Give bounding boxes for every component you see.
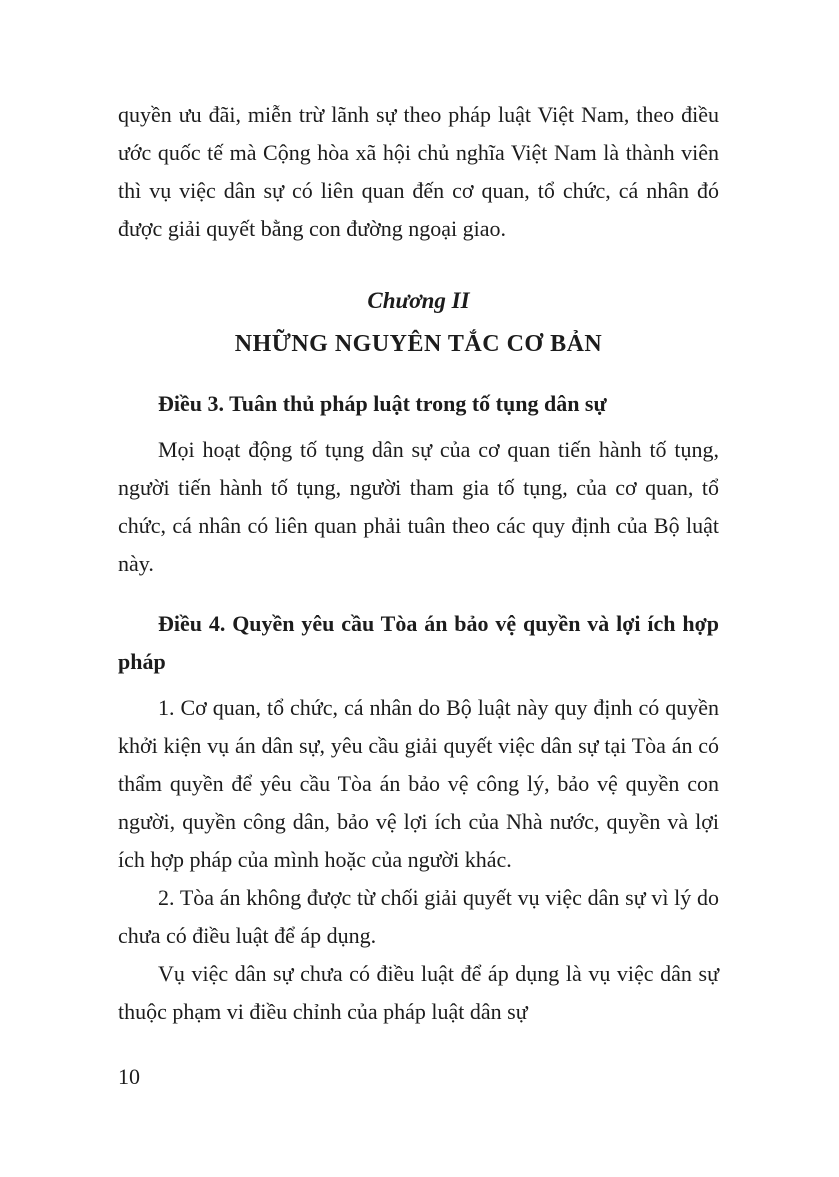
article-3-heading: Điều 3. Tuân thủ pháp luật trong tố tụng dân sự (158, 391, 607, 416)
chapter-label: Chương II (367, 288, 470, 313)
article-3-body: Mọi hoạt động tố tụng dân sự của cơ quan tiến hành tố tụng, người tiến hành tố tụng, người tham gia tố tụng, của cơ quan, tổ chức, cá nhân có liên quan phải tuân theo các quy định của Bộ luật này. (118, 437, 719, 576)
chapter-title: NHỮNG NGUYÊN TẮC CƠ BẢN (234, 331, 603, 357)
article-4-clause-3: Vụ việc dân sự chưa có điều luật để áp dụng là vụ việc dân sự thuộc phạm vi điều chỉnh của pháp luật dân sự (118, 961, 719, 1024)
article-4-clause-2: 2. Tòa án không được từ chối giải quyết vụ việc dân sự vì lý do chưa có điều luật để áp dụng. (118, 885, 719, 948)
page-number: 10 (118, 1064, 140, 1089)
article-4-clause-1: 1. Cơ quan, tổ chức, cá nhân do Bộ luật này quy định có quyền khởi kiện vụ án dân sự, yêu cầu giải quyết việc dân sự tại Tòa án có thẩm quyền để yêu cầu Tòa án bảo vệ công lý, bảo vệ quyền con người, quyền công dân, bảo vệ lợi ích của Nhà nước, quyền và lợi ích hợp pháp của mình hoặc của người khác. (118, 695, 719, 872)
document-body (118, 96, 719, 1031)
article-4-heading: Điều 4. Quyền yêu cầu Tòa án bảo vệ quyền và lợi ích hợp pháp (118, 611, 719, 674)
intro-paragraph: quyền ưu đãi, miễn trừ lãnh sự theo pháp luật Việt Nam, theo điều ước quốc tế mà Cộng hòa xã hội chủ nghĩa Việt Nam là thành viên thì vụ việc dân sự có liên quan đến cơ quan, tổ chức, cá nhân đó được giải quyết bằng con đường ngoại giao. (118, 102, 719, 241)
